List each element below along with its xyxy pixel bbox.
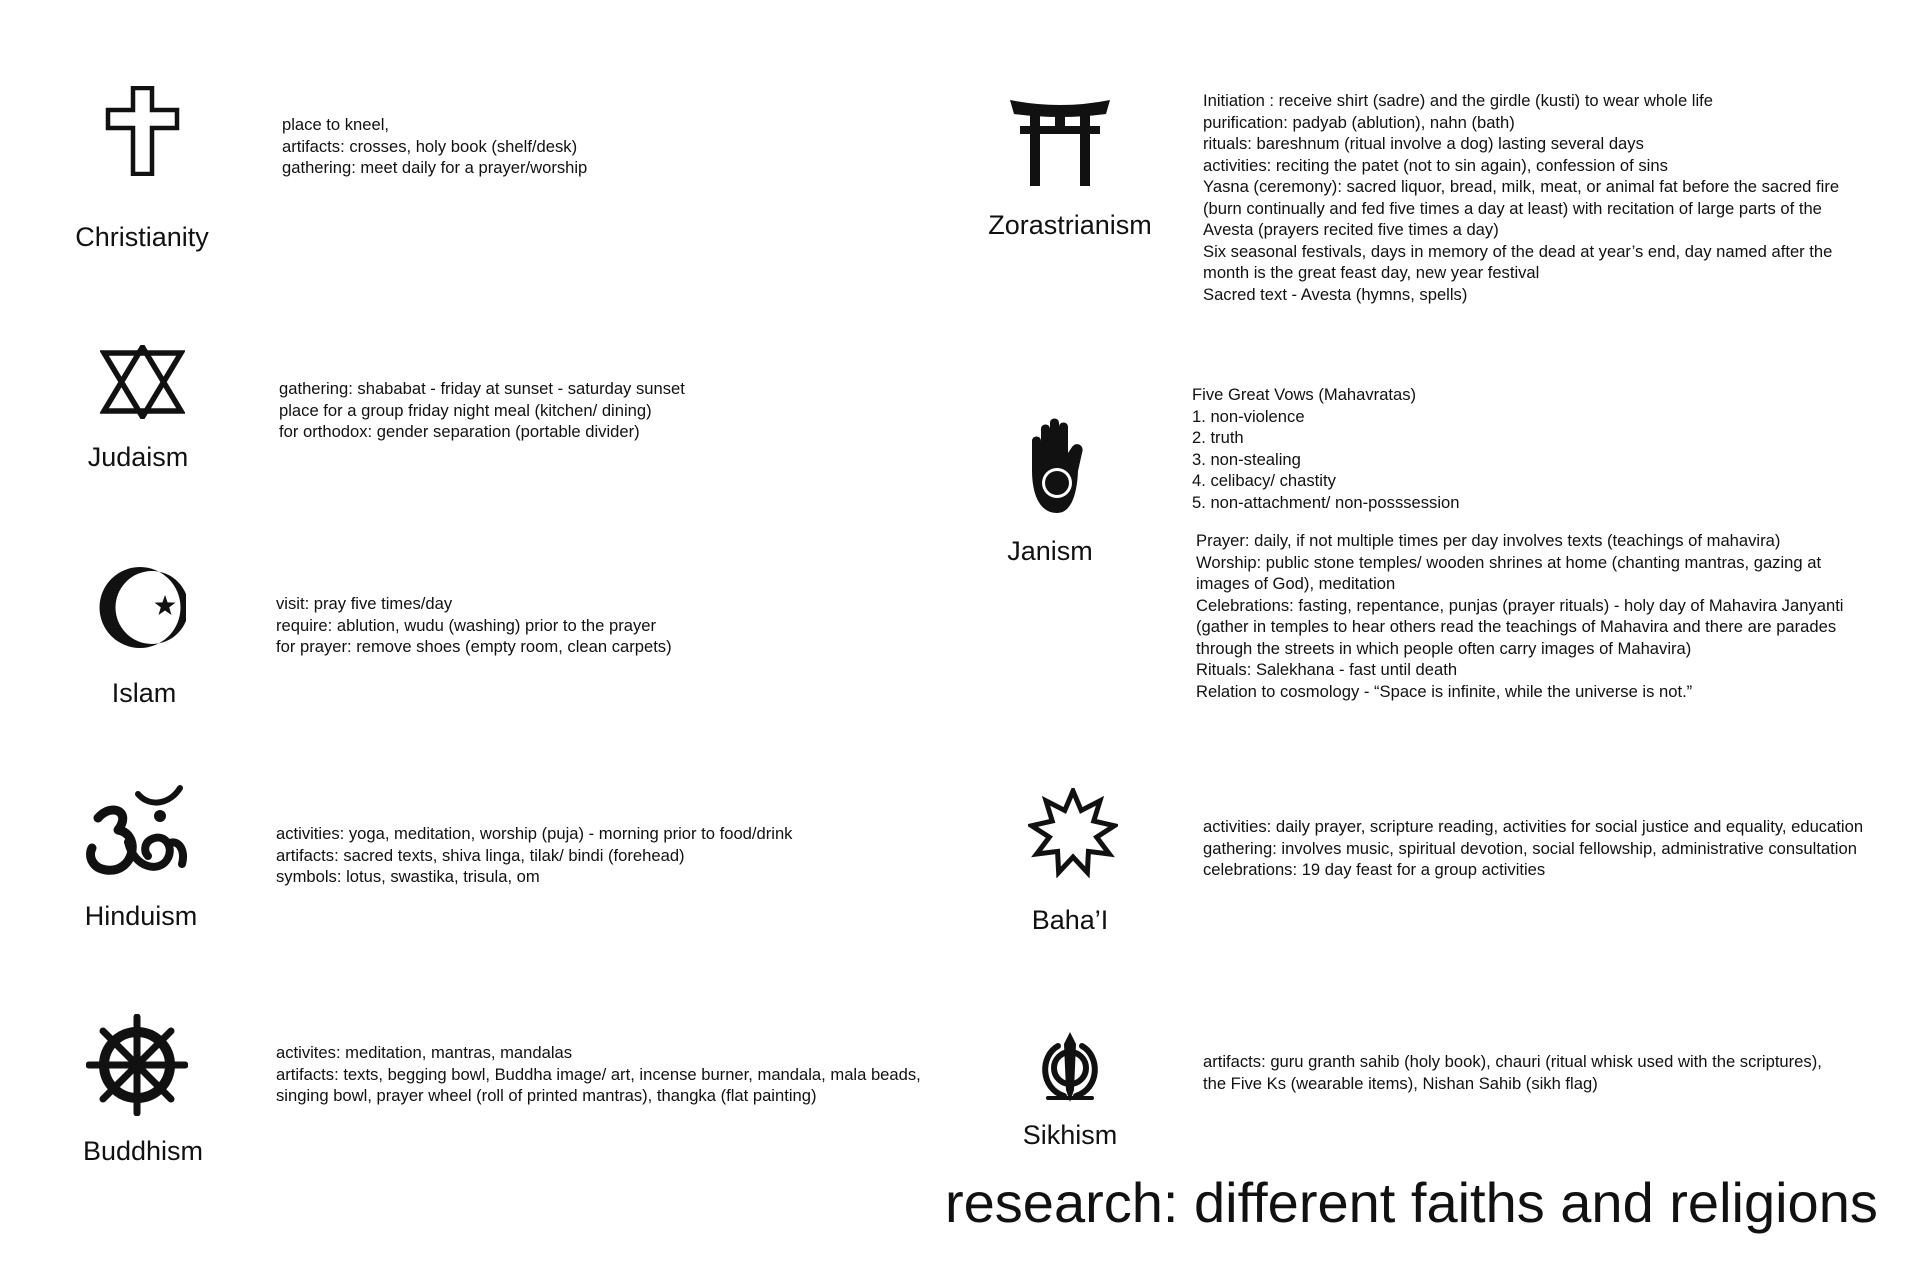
religion-label-hinduism: Hinduism — [84, 901, 198, 931]
dharma-wheel-icon — [86, 1014, 188, 1116]
vow-line: 4. celibacy/ chastity — [1192, 471, 1336, 490]
note-line: require: ablution, wudu (washing) prior to the prayer — [276, 615, 657, 635]
notes-bahai — [1203, 816, 1863, 881]
religion-label-sikhism: Sikhism — [1022, 1120, 1118, 1150]
note-line: Yasna (ceremony): sacred liquor, bread, milk, meat, or animal fat before the sacred fire — [1203, 177, 1840, 196]
note-line: place to kneel, — [282, 115, 390, 134]
note-line: gathering: shababat - friday at sunset - saturday sunset — [279, 379, 685, 398]
religion-label-jainism: Janism — [1007, 536, 1093, 566]
vow-line: 5. non-attachment/ non-posssession — [1192, 492, 1460, 512]
note-line: the Five Ks (wearable items), Nishan Sahib (sikh flag) — [1203, 1073, 1598, 1093]
note-line: artifacts: sacred texts, shiva linga, tilak/ bindi (forehead) — [276, 845, 685, 865]
note-line: (burn continually and fed five times a day at least) with recitation of large parts of the — [1203, 198, 1822, 218]
note-line: for orthodox: gender separation (portable divider) — [279, 422, 640, 441]
note-line: purification: padyab (ablution), nahn (bath) — [1203, 112, 1515, 132]
religion-label-zoroastrianism: Zorastrianism — [988, 210, 1152, 240]
note-line: through the streets in which people often carry images of Mahavira) — [1196, 638, 1692, 658]
note-line: place for a group friday night meal (kitchen/ dining) — [279, 400, 652, 420]
latin-cross-icon — [105, 86, 180, 176]
religion-label-buddhism: Buddhism — [82, 1136, 204, 1166]
note-line: activities: daily prayer, scripture reading, activities for social justice and equality, education — [1203, 817, 1864, 836]
note-line: artifacts: texts, begging bowl, Buddha image/ art, incense burner, mandala, mala beads, — [276, 1064, 921, 1084]
note-line: artifacts: crosses, holy book (shelf/desk) — [282, 136, 578, 156]
religion-label-islam: Islam — [111, 678, 177, 708]
note-line: gathering: meet daily for a prayer/worship — [282, 158, 588, 177]
note-line: celebrations: 19 day feast for a group activities — [1203, 860, 1546, 879]
khanda-icon — [1030, 1030, 1110, 1105]
note-line: Celebrations: fasting, repentance, punjas (prayer rituals) - holy day of Mahavira Janyanti — [1196, 595, 1844, 615]
jain-hand-icon — [1025, 415, 1090, 515]
notes-islam — [276, 593, 672, 658]
note-line: Initiation : receive shirt (sadre) and the girdle (kusti) to wear whole life — [1203, 91, 1714, 110]
religion-label-christianity: Christianity — [75, 222, 209, 252]
torii-gate-icon — [1010, 96, 1110, 186]
notes-judaism — [279, 378, 685, 443]
note-line: Prayer: daily, if not multiple times per day involves texts (teachings of mahavira) — [1196, 531, 1781, 550]
note-line: Six seasonal festivals, days in memory of the dead at year’s end, day named after the — [1203, 241, 1833, 261]
note-line: (gather in temples to hear others read the teachings of Mahavira and there are parades — [1196, 617, 1837, 636]
note-line: activites: meditation, mantras, mandalas — [276, 1043, 573, 1062]
religion-label-judaism: Judaism — [87, 442, 189, 472]
notes-zoroastrianism — [1203, 90, 1839, 305]
religion-label-bahai: Baha’I — [1031, 905, 1109, 935]
vows-jainism — [1192, 384, 1460, 513]
note-line: artifacts: guru granth sahib (holy book), chauri (ritual whisk used with the scriptures), — [1203, 1052, 1822, 1071]
vow-line: Five Great Vows (Mahavratas) — [1192, 385, 1417, 404]
note-line: Avesta (prayers recited five times a day) — [1203, 220, 1499, 239]
notes-jainism — [1196, 530, 1844, 702]
notes-christianity — [282, 114, 587, 179]
note-line: Worship: public stone temples/ wooden shrines at home (chanting mantras, gazing at — [1196, 552, 1822, 572]
note-line: Sacred text - Avesta (hymns, spells) — [1203, 284, 1468, 304]
note-line: activities: yoga, meditation, worship (puja) - morning prior to food/drink — [276, 824, 793, 843]
om-icon — [82, 782, 192, 882]
note-line: Relation to cosmology - “Space is infinite, while the universe is not.” — [1196, 681, 1693, 701]
page-title: research: different faiths and religions — [945, 1171, 1878, 1234]
note-line: for prayer: remove shoes (empty room, clean carpets) — [276, 637, 672, 656]
note-line: gathering: involves music, spiritual devotion, social fellowship, administrative consultation — [1203, 838, 1857, 858]
star-and-crescent-icon — [96, 565, 186, 650]
note-line: month is the great feast day, new year festival — [1203, 263, 1540, 282]
note-line: symbols: lotus, swastika, trisula, om — [276, 867, 540, 886]
note-line: rituals: bareshnum (ritual involve a dog) lasting several days — [1203, 134, 1644, 153]
note-line: activities: reciting the patet (not to sin again), confession of sins — [1203, 155, 1668, 175]
note-line: singing bowl, prayer wheel (roll of printed mantras), thangka (flat painting) — [276, 1086, 817, 1105]
notes-sikhism — [1203, 1051, 1822, 1094]
vow-line: 3. non-stealing — [1192, 449, 1301, 469]
note-line: Rituals: Salekhana - fast until death — [1196, 660, 1458, 679]
vow-line: 1. non-violence — [1192, 406, 1305, 426]
vow-line: 2. truth — [1192, 428, 1244, 447]
notes-buddhism — [276, 1042, 921, 1107]
note-line: visit: pray five times/day — [276, 594, 453, 613]
nine-pointed-star-icon — [1028, 788, 1118, 878]
notes-hinduism — [276, 823, 792, 888]
star-of-david-icon — [100, 345, 185, 419]
note-line: images of God), meditation — [1196, 574, 1396, 593]
